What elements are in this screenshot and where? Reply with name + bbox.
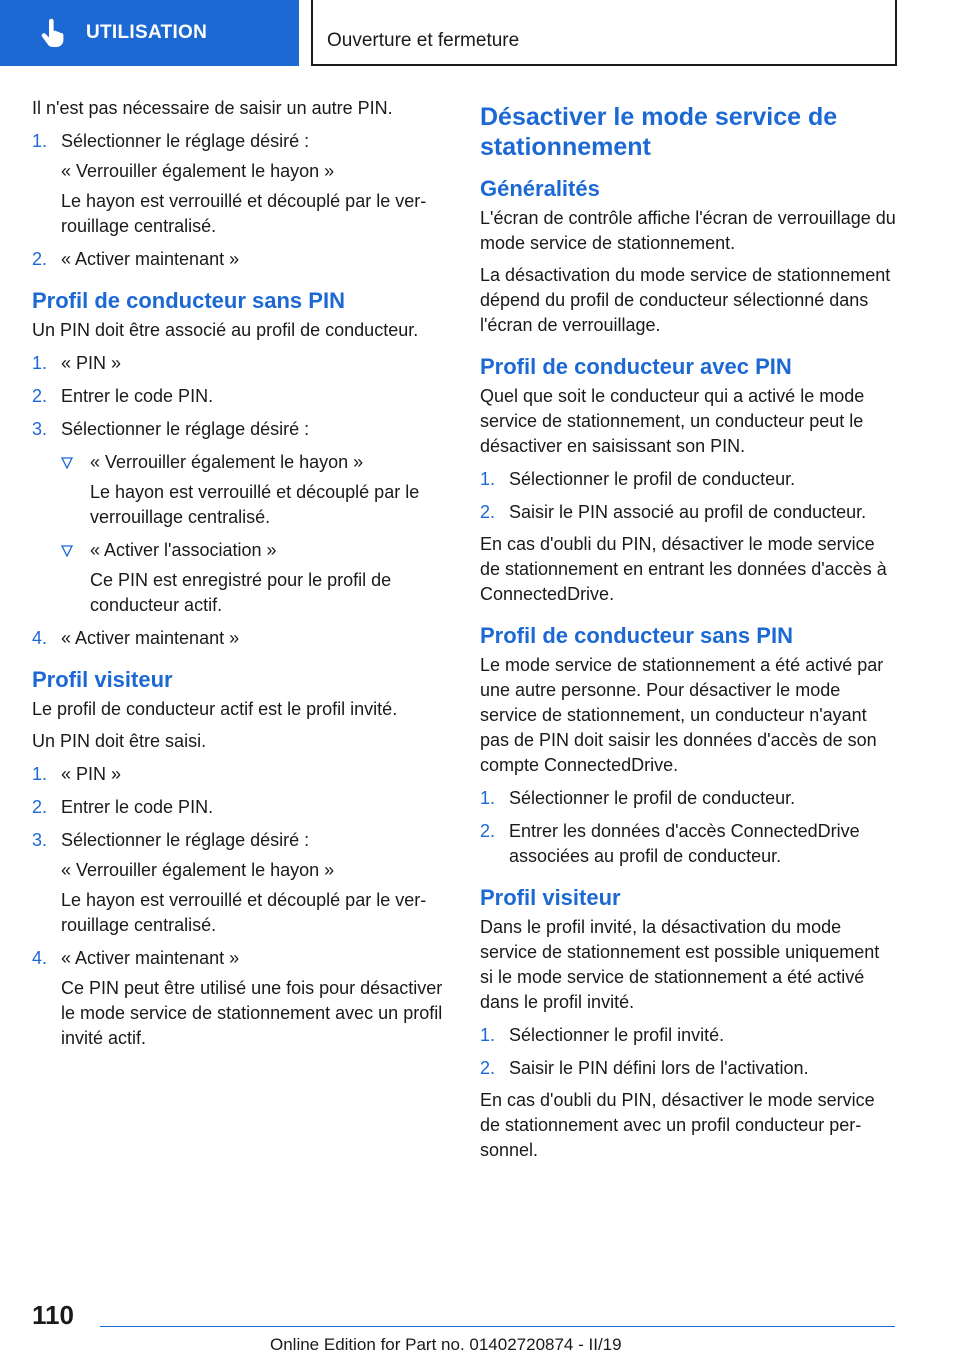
- step-number: 1.: [32, 353, 48, 373]
- heading-generalites: Généralités: [480, 176, 600, 201]
- step-number: 2.: [32, 386, 48, 406]
- paragraph: La désactivation du mode service de stationnement dépend du profil de conducteur sélectionné dans l'écran de verrouillage.: [480, 265, 891, 335]
- paragraph: En cas d'oubli du PIN, désactiver le mode service de stationnement avec un profil conducteur personnel.: [480, 1090, 875, 1160]
- paragraph: Le profil de conducteur actif est le profil invité.: [32, 699, 398, 719]
- chapter-title: Ouverture et fermeture: [327, 30, 520, 51]
- step-number: 1.: [480, 788, 496, 808]
- step-number: 1.: [480, 1025, 496, 1045]
- paragraph: Dans le profil invité, la désactivation du mode service de stationnement est possible uniquement si le mode service de stationnement a été activé dans le profil invité.: [480, 917, 880, 1012]
- step-number: 3.: [32, 419, 48, 439]
- list-item: [480, 467, 896, 492]
- step-text: Sélectionner le réglage désiré :: [61, 830, 310, 850]
- step-text: Sélectionner le profil invité.: [509, 1025, 725, 1045]
- list-item: [32, 828, 448, 938]
- section-tab[interactable]: [0, 0, 299, 66]
- step-text: Sélectionner le réglage désiré :: [61, 419, 310, 439]
- step-number: 2.: [480, 821, 496, 841]
- step-text: Entrer le code PIN.: [61, 386, 214, 406]
- option-text: « Verrouiller également le hayon »: [90, 452, 364, 472]
- step-number: 1.: [480, 469, 496, 489]
- step-number: 1.: [32, 764, 48, 784]
- list-item: [480, 500, 896, 525]
- paragraph: Un PIN doit être saisi.: [32, 731, 207, 751]
- step-text: Sélectionner le réglage désiré :: [61, 131, 310, 151]
- list-item: [32, 384, 448, 409]
- step-note: Le hayon est verrouillé et découplé par le verrouillage centralisé.: [61, 890, 427, 935]
- paragraph: En cas d'oubli du PIN, désactiver le mode service de stationnement en entrant les données d'accès à ConnectedDrive.: [480, 534, 887, 604]
- paragraph: L'écran de contrôle affiche l'écran de verrouillage du mode service de stationnement.: [480, 208, 896, 253]
- left-column: [32, 96, 448, 1058]
- sub-list-item: [61, 538, 448, 618]
- chapter-tab[interactable]: [311, 0, 897, 66]
- heading-visiteur: Profil visiteur: [480, 885, 621, 910]
- step-text: Sélectionner le profil de conducteur.: [509, 788, 796, 808]
- step-text: Saisir le PIN défini lors de l'activation.: [509, 1058, 809, 1078]
- step-text: Entrer les données d'accès ConnectedDrive associées au profil de conducteur.: [509, 821, 860, 866]
- step-text: « Activer maintenant »: [61, 249, 240, 269]
- step-number: 3.: [32, 830, 48, 850]
- heading-visiteur: Profil visiteur: [32, 667, 173, 692]
- list-item: [32, 762, 448, 787]
- list-item: [32, 946, 448, 1051]
- page-header: [0, 0, 960, 66]
- footer-edition: Online Edition for Part no. 01402720874 - II/19: [270, 1335, 622, 1354]
- page-number: 110: [32, 1300, 74, 1330]
- step-text: « PIN »: [61, 353, 122, 373]
- list-item: [480, 1023, 896, 1048]
- option-text: « Activer l'association »: [90, 540, 277, 560]
- step-text: Saisir le PIN associé au profil de conducteur.: [509, 502, 867, 522]
- step-text: Sélectionner le profil de conducteur.: [509, 469, 796, 489]
- triangle-bullet-icon: [61, 457, 73, 469]
- list-item: [32, 129, 448, 239]
- paragraph: Quel que soit le conducteur qui a activé le mode service de stationnement, un conducteur peut le désactiver en saisissant son PIN.: [480, 386, 865, 456]
- footer-divider: [100, 1326, 895, 1327]
- step-option: « Verrouiller également le hayon »: [61, 161, 335, 181]
- step-number: 2.: [32, 797, 48, 817]
- heading-avec-pin: Profil de conducteur avec PIN: [480, 354, 792, 379]
- step-number: 2.: [480, 1058, 496, 1078]
- heading-sans-pin: Profil de conducteur sans PIN: [32, 288, 345, 313]
- list-item: [32, 795, 448, 820]
- triangle-bullet-icon: [61, 545, 73, 557]
- option-note: Le hayon est verrouillé et découplé par le verrouillage centralisé.: [90, 482, 420, 527]
- intro-text: Il n'est pas nécessaire de saisir un autre PIN.: [32, 98, 393, 118]
- right-column: [480, 96, 896, 1170]
- list-item: [480, 786, 896, 811]
- section-title: UTILISATION: [86, 22, 208, 43]
- step-option: « Verrouiller également le hayon »: [61, 860, 335, 880]
- step-number: 2.: [480, 502, 496, 522]
- hand-pointer-icon: [38, 18, 68, 48]
- list-item: [32, 417, 448, 442]
- list-item: [32, 247, 448, 272]
- step-number: 1.: [32, 131, 48, 151]
- step-note: Ce PIN peut être utilisé une fois pour désactiver le mode service de stationnement avec un profil invité actif.: [61, 978, 443, 1048]
- option-note: Ce PIN est enregistré pour le profil de conducteur actif.: [90, 570, 392, 615]
- sub-list-item: [61, 450, 448, 530]
- list-item: [480, 819, 896, 869]
- list-item: [32, 626, 448, 651]
- step-text: Entrer le code PIN.: [61, 797, 214, 817]
- step-text: « Activer maintenant »: [61, 628, 240, 648]
- step-number: 4.: [32, 628, 48, 648]
- step-text: « Activer maintenant »: [61, 948, 240, 968]
- step-note: Le hayon est verrouillé et découplé par le verrouillage centralisé.: [61, 191, 427, 236]
- step-text: « PIN »: [61, 764, 122, 784]
- step-number: 4.: [32, 948, 48, 968]
- paragraph: Le mode service de stationnement a été activé par une autre personne. Pour désactiver le mode service de stationnement, un conducteur n'ayant pas de PIN doit saisir les données d'accès de son compte ConnectedDrive.: [480, 655, 884, 775]
- paragraph: Un PIN doit être associé au profil de conducteur.: [32, 320, 419, 340]
- heading-main: Désactiver le mode service de stationnement: [480, 103, 838, 161]
- list-item: [480, 1056, 896, 1081]
- heading-sans-pin: Profil de conducteur sans PIN: [480, 623, 793, 648]
- step-number: 2.: [32, 249, 48, 269]
- list-item: [32, 351, 448, 376]
